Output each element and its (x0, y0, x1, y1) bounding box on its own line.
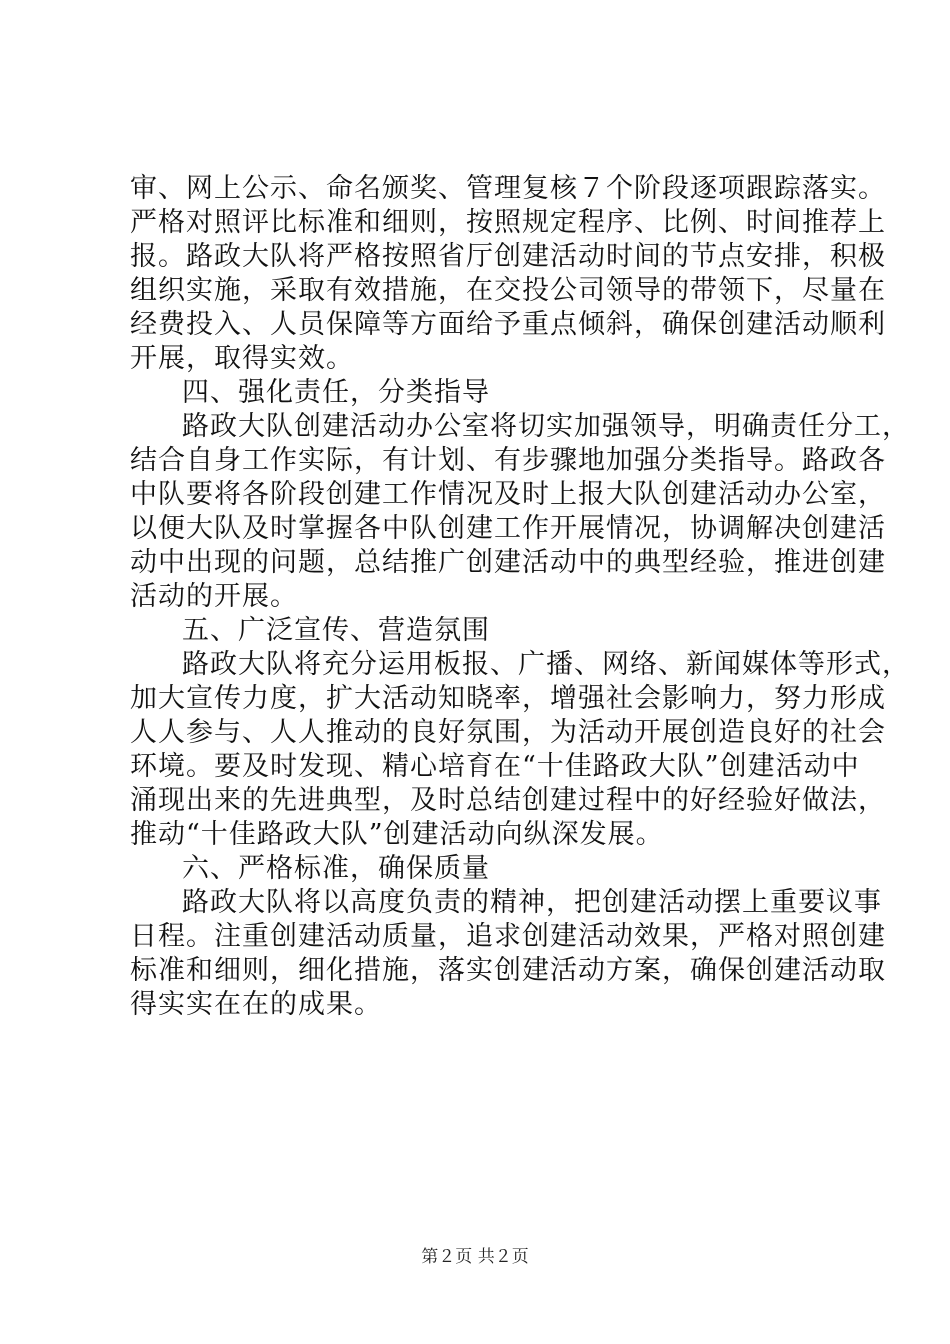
paragraph-line: 动中出现的问题，总结推广创建活动中的典型经验，推进创建 (130, 547, 886, 578)
paragraph-line: 日程。注重创建活动质量，追求创建活动效果，严格对照创建 (130, 921, 886, 952)
paragraph-line: 活动的开展。 (130, 581, 298, 612)
paragraph-line: 严格对照评比标准和细则，按照规定程序、比例、时间推荐上 (130, 207, 886, 238)
paragraph-line: 涌现出来的先进典型，及时总结创建过程中的好经验好做法， (130, 785, 886, 816)
section-heading: 六、严格标准，确保质量 (182, 853, 490, 884)
paragraph-line: 路政大队将以高度负责的精神，把创建活动摆上重要议事 (182, 887, 882, 918)
paragraph-line: 推动“十佳路政大队”创建活动向纵深发展。 (130, 819, 664, 850)
paragraph-line: 标准和细则，细化措施，落实创建活动方案，确保创建活动取 (130, 955, 886, 986)
paragraph-line: 路政大队将充分运用板报、广播、网络、新闻媒体等形式， (182, 649, 910, 680)
paragraph-line: 经费投入、人员保障等方面给予重点倾斜，确保创建活动顺利 (130, 309, 886, 340)
paragraph-line: 中队要将各阶段创建工作情况及时上报大队创建活动办公室， (130, 479, 886, 510)
paragraph-line: 人人参与、人人推动的良好氛围，为活动开展创造良好的社会 (130, 717, 886, 748)
paragraph-line: 开展，取得实效。 (130, 343, 354, 374)
paragraph-line: 审、网上公示、命名颁奖、管理复核７个阶段逐项跟踪落实。 (130, 173, 886, 204)
section-heading: 五、广泛宣传、营造氛围 (182, 615, 490, 646)
paragraph-line: 得实实在在的成果。 (130, 989, 382, 1020)
paragraph-line: 结合自身工作实际，有计划、有步骤地加强分类指导。路政各 (130, 445, 886, 476)
section-heading: 四、强化责任，分类指导 (182, 377, 490, 408)
paragraph-line: 环境。要及时发现、精心培育在“十佳路政大队”创建活动中 (130, 751, 860, 782)
paragraph-line: 加大宣传力度，扩大活动知晓率，增强社会影响力，努力形成 (130, 683, 886, 714)
paragraph-line: 组织实施，采取有效措施，在交投公司领导的带领下，尽量在 (130, 275, 886, 306)
paragraph-line: 路政大队创建活动办公室将切实加强领导，明确责任分工， (182, 411, 910, 442)
page-footer: 第２页 共２页 (421, 1247, 529, 1267)
paragraph-line: 报。路政大队将严格按照省厅创建活动时间的节点安排，积极 (130, 241, 886, 272)
paragraph-line: 以便大队及时掌握各中队创建工作开展情况，协调解决创建活 (130, 513, 886, 544)
